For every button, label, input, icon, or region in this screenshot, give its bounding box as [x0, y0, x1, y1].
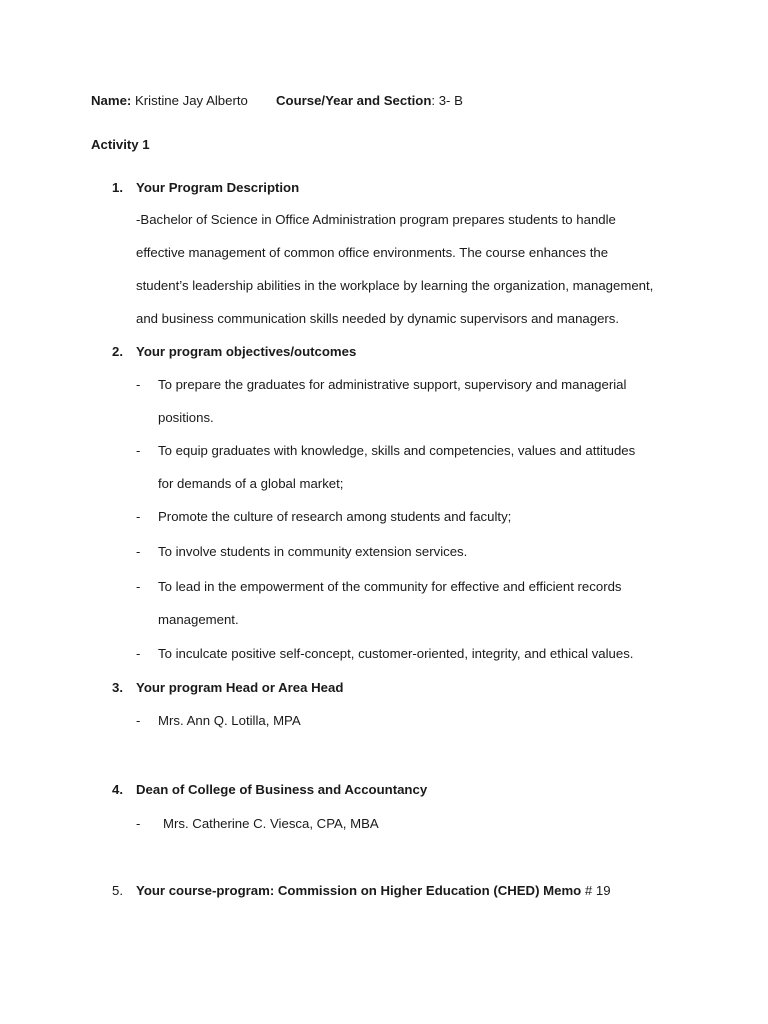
item-1-number: 1. — [112, 180, 123, 195]
item-1-paragraph-line: -Bachelor of Science in Office Administration program prepares students to handle — [136, 212, 616, 227]
item-1-paragraph-line: effective management of common office environments. The course enhances the — [136, 245, 609, 260]
name-value: Kristine Jay Alberto — [134, 93, 248, 108]
item-2-number: 2. — [112, 344, 123, 359]
course-value: 3- B — [438, 93, 463, 108]
header-line — [91, 93, 248, 109]
objective-line: To involve students in community extension services. — [158, 544, 468, 559]
course-line — [276, 93, 463, 109]
item-5-number: 5. — [112, 883, 123, 898]
course-label: Course/Year and Section — [276, 93, 432, 108]
item-4-number: 4. — [112, 782, 123, 797]
objective-line: To prepare the graduates for administrative support, supervisory and managerial — [158, 377, 627, 392]
bullet-dash: - — [136, 377, 141, 392]
bullet-dash: - — [136, 544, 141, 559]
objective-line: management. — [158, 612, 239, 627]
item-4-heading: Dean of College of Business and Accountancy — [136, 782, 428, 797]
bullet-dash: - — [136, 646, 141, 661]
objective-line: To inculcate positive self-concept, customer-oriented, integrity, and ethical values. — [158, 646, 634, 661]
item-1-paragraph-line: and business communication skills needed by dynamic supervisors and managers. — [136, 311, 620, 326]
course-separator: : — [431, 93, 436, 108]
objective-line: To lead in the empowerment of the community for effective and efficient records — [158, 579, 622, 594]
bullet-dash: - — [136, 713, 141, 728]
item-1-heading: Your Program Description — [136, 180, 300, 195]
bullet-dash: - — [136, 509, 141, 524]
bullet-dash: - — [136, 816, 141, 831]
item-2-heading: Your program objectives/outcomes — [136, 344, 357, 359]
item-3-number: 3. — [112, 680, 123, 695]
name-label: Name: — [91, 93, 132, 108]
item-5-heading: Your course-program: Commission on Higher Education (CHED) Memo # 19 — [136, 883, 611, 898]
objective-line: for demands of a global market; — [158, 476, 344, 491]
memo-number: # 19 — [584, 883, 611, 898]
item-3-heading: Your program Head or Area Head — [136, 680, 344, 695]
dean-name: Mrs. Catherine C. Viesca, CPA, MBA — [163, 816, 379, 831]
item-1-paragraph-line: student’s leadership abilities in the workplace by learning the organization, management, — [136, 278, 654, 293]
bullet-dash: - — [136, 443, 141, 458]
objective-line: Promote the culture of research among students and faculty; — [158, 509, 512, 524]
objective-line: To equip graduates with knowledge, skills and competencies, values and attitudes — [158, 443, 636, 458]
activity-title: Activity 1 — [91, 137, 150, 152]
bullet-dash: - — [136, 579, 141, 594]
objective-line: positions. — [158, 410, 214, 425]
program-head-name: Mrs. Ann Q. Lotilla, MPA — [158, 713, 301, 728]
